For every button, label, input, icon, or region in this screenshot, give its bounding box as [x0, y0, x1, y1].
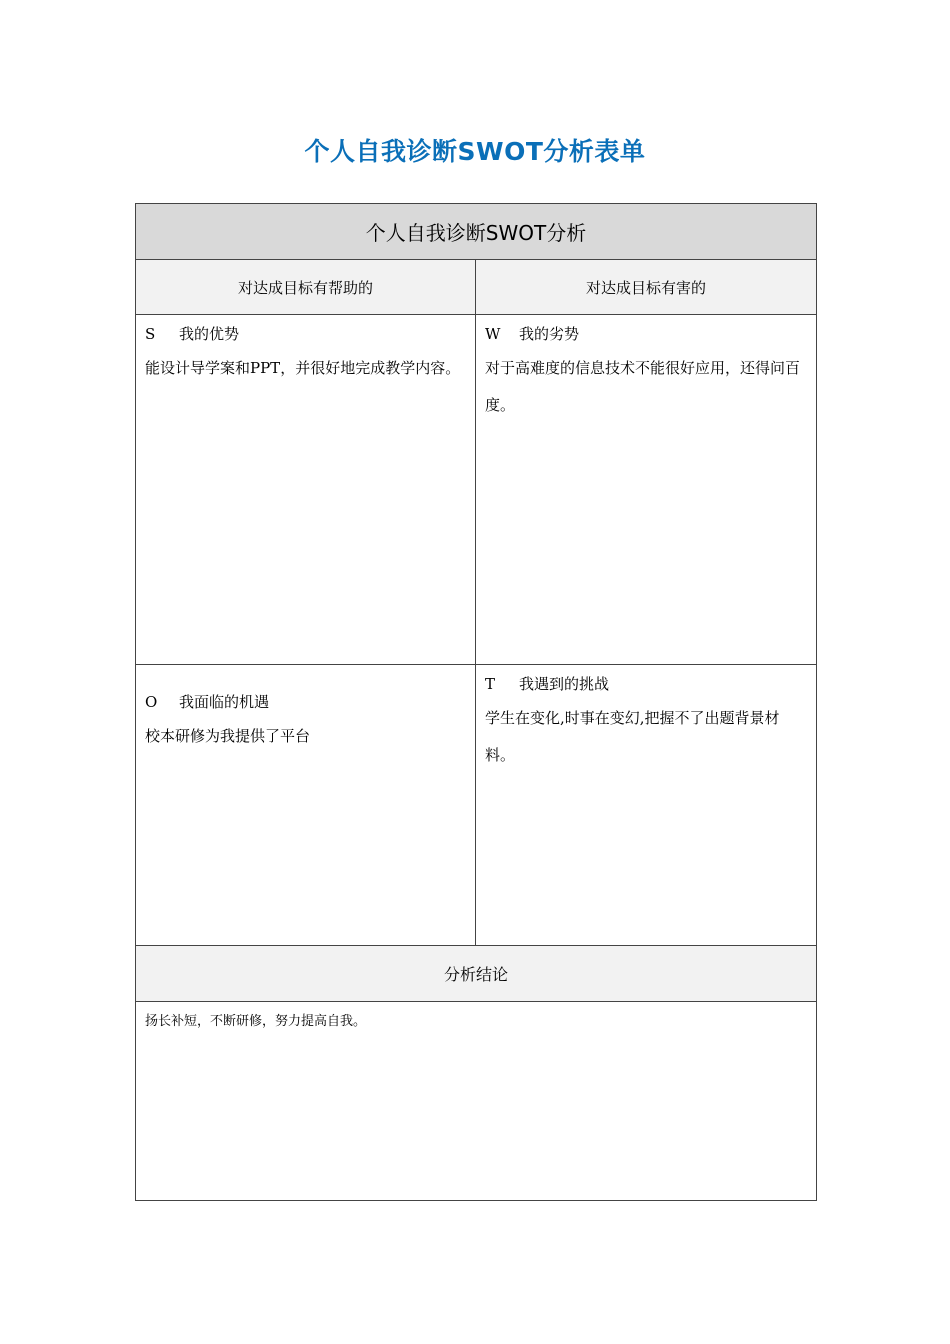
strengths-letter: S	[145, 325, 156, 343]
weaknesses-cell	[476, 315, 817, 665]
opportunities-cell	[136, 665, 476, 946]
conclusion-text: 扬长补短，不断研修，努力提高自我。	[136, 1002, 817, 1201]
strengths-text: 能设计导学案和PPT，并很好地完成教学内容。	[145, 359, 461, 377]
opportunities-text: 校本研修为我提供了平台	[145, 727, 311, 745]
column-header-harmful: 对达成目标有害的	[476, 260, 817, 315]
threats-heading	[485, 671, 808, 697]
table-header: 个人自我诊断SWOT分析	[136, 204, 817, 260]
conclusion-header: 分析结论	[136, 946, 817, 1002]
opportunities-label: 我面临的机遇	[179, 693, 270, 711]
weaknesses-heading	[485, 321, 808, 347]
opportunities-letter: O	[145, 693, 158, 711]
threats-text: 学生在变化,时事在变幻,把握不了出题背景材料。	[485, 709, 780, 764]
strengths-label: 我的优势	[179, 325, 240, 343]
document-title: 个人自我诊断SWOT分析表单	[304, 137, 646, 166]
threats-letter: T	[485, 675, 496, 693]
weaknesses-text: 对于高难度的信息技术不能很好应用，还得问百度。	[485, 359, 801, 414]
column-header-helpful: 对达成目标有帮助的	[136, 260, 476, 315]
strengths-heading	[145, 321, 467, 347]
swot-table	[135, 203, 817, 1201]
weaknesses-label: 我的劣势	[519, 325, 580, 343]
opportunities-heading	[145, 689, 467, 715]
threats-label: 我遇到的挑战	[519, 675, 610, 693]
strengths-cell	[136, 315, 476, 665]
weaknesses-letter: W	[485, 325, 501, 343]
threats-cell	[476, 665, 817, 946]
